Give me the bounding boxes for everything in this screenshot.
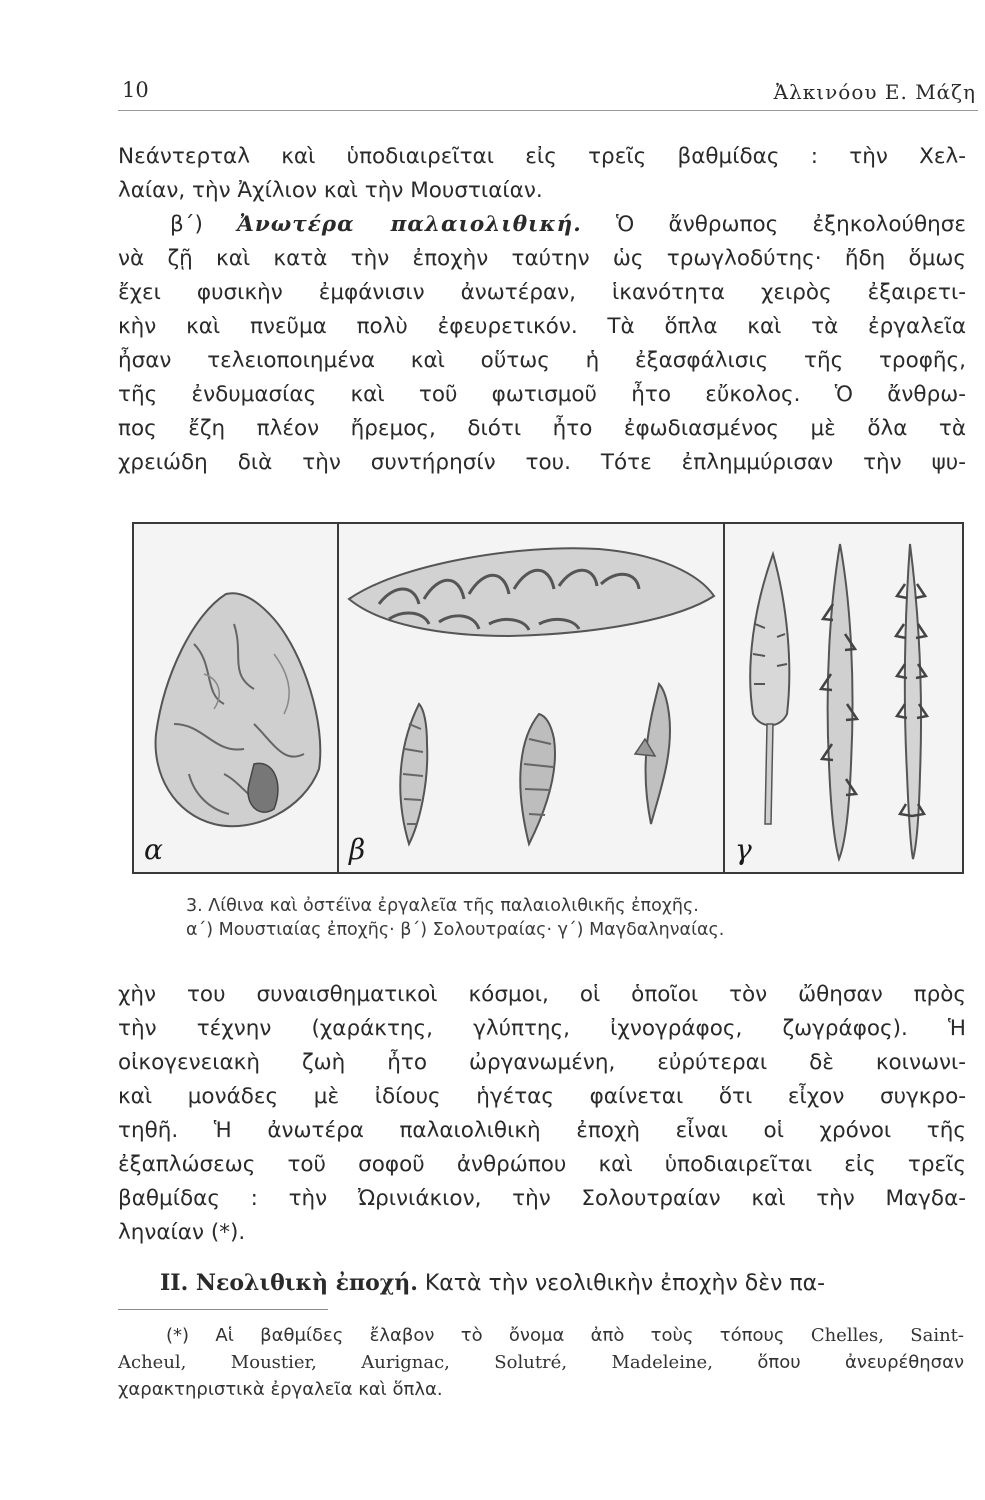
panel-label-beta: β (349, 833, 366, 866)
text-line: τὴν τέχνην (χαράκτης, γλύπτης, ἰχνογράφος, ζωγράφος). Ἡ (118, 1015, 966, 1041)
footnote-line (118, 1349, 964, 1376)
text-line: Νεάντερταλ καὶ ὑποδιαιρεῖται εἰς τρεῖς βαθμίδας : τὴν Χελ- (118, 144, 966, 169)
section-heading-title: ΙΙ. Νεολιθικὴ ἐποχή. (160, 1270, 418, 1296)
footnote-text: ὅπου ἀνευρέθησαν (757, 1352, 964, 1373)
text-line: καὶ μονάδες μὲ ἰδίους ἡγέτας φαίνεται ὅτι εἶχον συγκρο- (118, 1083, 966, 1109)
text-line: οἰκογενειακὴ ζωὴ ἦτο ὠργανωμένη, εὐρύτεραι δὲ κοινωνι- (118, 1049, 966, 1075)
caption-line: 3. Λίθινα καὶ ὀστέϊνα ἐργαλεῖα τῆς παλαιολιθικῆς ἐποχῆς. (186, 896, 699, 916)
footnote-places: Acheul, Moustier, Aurignac, Solutré, Madeleine, (118, 1352, 713, 1373)
figure-panel-beta (339, 524, 725, 872)
text-line: βαθμίδας : τὴν Ὠρινιάκιον, τὴν Σολουτραίαν καὶ τὴν Μαγδα- (118, 1185, 966, 1211)
text-line: τῆς ἐνδυμασίας καὶ τοῦ φωτισμοῦ ἦτο εὔκολος. Ὁ ἄνθρω- (118, 381, 966, 407)
panel-label-alpha: α (144, 833, 163, 866)
caption-line: α΄) Μουστιαίας ἐποχῆς· β΄) Σολουτραίας· γ΄) Μαγδαληναίας. (186, 920, 725, 941)
lower-paragraph (118, 978, 966, 1250)
solutrean-points-illustration (339, 524, 723, 872)
running-head: Ἀλκινόου Ε. Μάζη (773, 80, 976, 104)
text-line: λαίαν, τὴν Ἀχίλιον καὶ τὴν Μουστιαίαν. (118, 177, 543, 203)
beta-paragraph (118, 208, 966, 480)
text-line: κὴν καὶ πνεῦμα πολὺ ἐφευρετικόν. Τὰ ὅπλα καὶ τὰ ἐργαλεῖα (118, 313, 966, 339)
figure-panel-alpha (134, 524, 339, 872)
footnote (118, 1322, 964, 1403)
text-line: χὴν του συναισθηματικοὶ κόσμοι, οἱ ὁποῖοι τὸν ὤθησαν πρὸς (118, 982, 966, 1007)
panel-label-gamma: γ (735, 833, 752, 866)
text-line: νὰ ζῇ καὶ κατὰ τὴν ἐποχὴν ταύτην ὡς τρωγλοδύτης· ἤδη ὅμως (118, 245, 966, 271)
text-line: χρειώδη διὰ τὴν συντήρησίν του. Τότε ἐπλημμύρισαν τὴν ψυ- (118, 449, 966, 475)
page-header (118, 72, 978, 112)
footnote-text: Αἱ βαθμίδες ἔλαβον τὸ ὄνομα ἀπὸ τοὺς τόπους (215, 1325, 785, 1346)
footnote-rule (118, 1309, 328, 1310)
text-line: ἔχει φυσικὴν ἐμφάνισιν ἀνωτέραν, ἱκανότητα χειρὸς ἐξαιρετι- (118, 279, 966, 305)
top-paragraph (118, 140, 966, 208)
footnote-line (118, 1322, 964, 1349)
text-line: πος ἔζη πλέον ἤρεμος, διότι ἦτο ἐφωδιασμένος μὲ ὅλα τὰ (118, 415, 966, 441)
text-line: ληναίαν (*). (118, 1219, 246, 1245)
figure-tools (132, 522, 964, 874)
figure-caption (186, 894, 906, 942)
text-fragment: Ὁ ἄνθρωπος ἐξηκολούθησε (616, 212, 966, 237)
text-line: τηθῆ. Ἡ ἀνωτέρα παλαιολιθικὴ ἐποχὴ εἶναι οἱ χρόνοι τῆς (118, 1117, 966, 1143)
header-rule (118, 110, 978, 111)
footnote-marker: (*) (166, 1325, 190, 1346)
section-heading (160, 1267, 966, 1300)
figure-panel-gamma (725, 524, 962, 872)
text-line: ἐξαπλώσεως τοῦ σοφοῦ ἀνθρώπου καὶ ὑποδιαιρεῖται εἰς τρεῖς (118, 1151, 966, 1177)
section-title: Ἀνωτέρα παλαιολιθική. (237, 212, 582, 237)
section-marker: β΄) (170, 212, 203, 237)
footnote-places: Chelles, Saint- (810, 1325, 964, 1346)
text-line (118, 208, 966, 242)
page-number: 10 (122, 78, 149, 102)
handaxe-illustration (134, 524, 337, 872)
footnote-line: χαρακτηριστικὰ ἐργαλεῖα καὶ ὅπλα. (118, 1379, 443, 1400)
text-line: ἦσαν τελειοποιημένα καὶ οὕτως ἡ ἐξασφάλισις τῆς τροφῆς, (118, 347, 966, 373)
bone-harpoons-illustration (725, 524, 962, 872)
section-heading-text: Κατὰ τὴν νεολιθικὴν ἐποχὴν δὲν πα- (424, 1271, 826, 1296)
